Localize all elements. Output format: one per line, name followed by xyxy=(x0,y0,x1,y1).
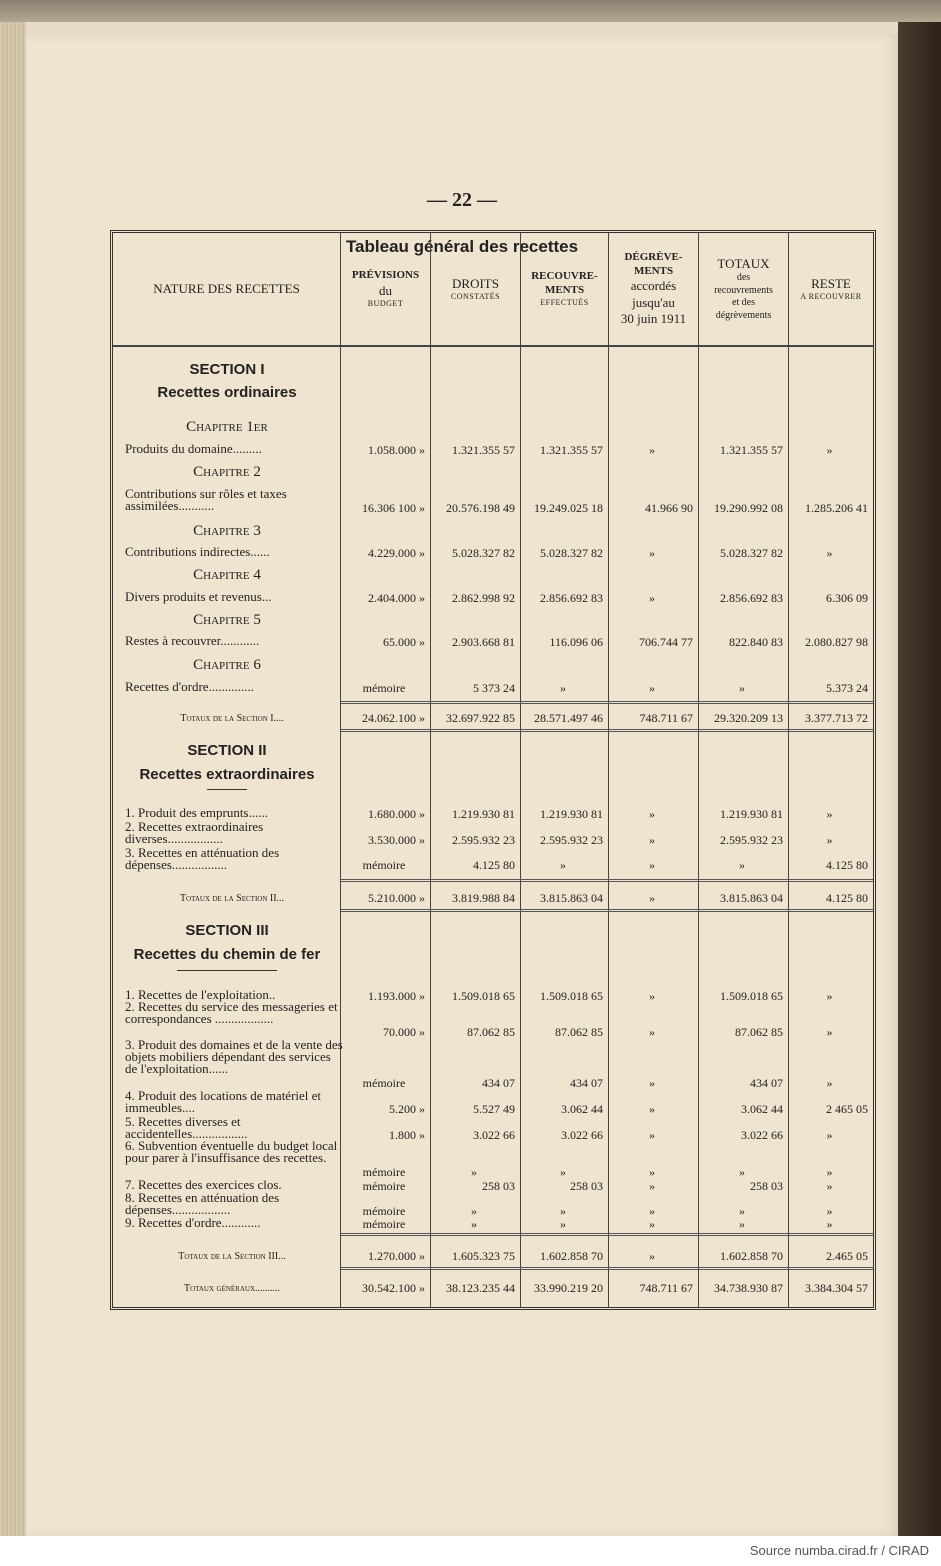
cell-value: 822.840 83 xyxy=(729,635,783,649)
header-text: MENTS xyxy=(633,264,674,277)
row-label: 3. Recettes en atténuation des dépenses................. xyxy=(125,845,280,872)
cell-value: 3.377.713 72 xyxy=(805,711,868,725)
table-title: Tableau général des recettes xyxy=(345,237,579,256)
cell-value: 1.219.930 81 xyxy=(452,807,515,821)
section-title: SECTION III xyxy=(185,922,269,939)
total-rule xyxy=(341,909,873,912)
cell-value: 2.080.827 98 xyxy=(805,635,868,649)
cell-value: 4.125 80 xyxy=(826,858,868,872)
cell-value: 1.602.858 70 xyxy=(540,1249,603,1263)
section-subtitle: Recettes extraordinaires xyxy=(139,766,315,783)
cell-value: mémoire xyxy=(362,1179,406,1193)
cell-value: 16.306 100 » xyxy=(362,501,425,515)
header-text: BUDGET xyxy=(367,299,404,308)
cell-value: 748.711 67 xyxy=(639,1281,693,1295)
header-text: et des xyxy=(731,297,756,309)
cell-value: 4.125 80 xyxy=(473,858,515,872)
header-text: MENTS xyxy=(544,284,585,296)
chapter-heading: Chapitre 4 xyxy=(193,567,261,583)
cell-value: » xyxy=(649,1076,655,1090)
cell-value: 1.800 » xyxy=(389,1128,425,1142)
cell-value: 24.062.100 » xyxy=(362,711,425,725)
cell-value: 34.738.930 87 xyxy=(714,1281,783,1295)
cell-value: 2.465 05 xyxy=(826,1249,868,1263)
header-text: A RECOUVRER xyxy=(800,292,862,302)
chapter-heading: Chapitre 2 xyxy=(193,464,261,480)
cell-value: » xyxy=(560,1204,566,1218)
header-droits xyxy=(431,233,520,345)
header-text: recouvrements xyxy=(714,284,773,296)
cell-value: 87.062 85 xyxy=(735,1025,783,1039)
cell-value: » xyxy=(826,833,833,847)
header-text: RECOUVRE- xyxy=(531,270,598,283)
row-label: 6. Subvention éventuelle du budget local pour parer à l'insuffisance des recettes. xyxy=(125,1138,338,1165)
cell-value: 258 03 xyxy=(482,1179,515,1193)
cell-value: » xyxy=(739,681,745,695)
cell-value: » xyxy=(649,1179,655,1193)
cell-value: 65.000 » xyxy=(383,635,425,649)
header-recouvrements xyxy=(521,233,608,345)
cell-value: 20.576.198 49 xyxy=(446,501,515,515)
total-label: Totaux de la Section III... xyxy=(178,1251,286,1262)
header-text: DÉGRÈVE- xyxy=(624,250,683,263)
page-stack-edge xyxy=(0,22,26,1536)
total-rule xyxy=(341,701,873,704)
cell-value: 2.903.668 81 xyxy=(452,635,515,649)
cell-value: 5.373 24 xyxy=(826,681,868,695)
row-label: Contributions indirectes...... xyxy=(125,544,270,559)
cell-value: 5.527 49 xyxy=(473,1102,515,1116)
cell-value: 4.125 80 xyxy=(826,891,868,905)
cell-value: » xyxy=(739,1165,745,1179)
cell-value: » xyxy=(826,1076,833,1090)
cell-value: » xyxy=(649,591,655,605)
cell-value: 706.744 77 xyxy=(639,635,693,649)
total-rule xyxy=(341,1267,873,1270)
cell-value: » xyxy=(649,1025,655,1039)
header-text: jusqu'au xyxy=(632,294,675,310)
header-text: 30 juin 1911 xyxy=(620,310,687,326)
cell-value: 5.028.327 82 xyxy=(540,546,603,560)
cell-value: 5.028.327 82 xyxy=(452,546,515,560)
cell-value: 33.990.219 20 xyxy=(534,1281,603,1295)
cell-value: 1.509.018 65 xyxy=(540,989,603,1003)
cell-value: mémoire xyxy=(362,681,406,695)
cell-value: 5 373 24 xyxy=(473,681,515,695)
header-text: des xyxy=(736,272,751,284)
cell-value: 3.022 66 xyxy=(741,1128,783,1142)
header-nature xyxy=(113,233,340,345)
col-divider xyxy=(608,233,609,1307)
header-totaux xyxy=(699,233,788,345)
row-label: Restes à recouvrer............ xyxy=(125,633,260,648)
cell-value: » xyxy=(826,1217,833,1231)
row-label: 2. Recettes du service des messageries et correspondances .................. xyxy=(125,999,338,1026)
cell-value: » xyxy=(826,1025,833,1039)
cell-value: 258 03 xyxy=(570,1179,603,1193)
cell-value: » xyxy=(826,443,833,457)
cell-value: 1.321.355 57 xyxy=(540,443,603,457)
cell-value: mémoire xyxy=(362,858,406,872)
row-label: 2. Recettes extraordinaires diverses................. xyxy=(125,819,264,846)
section-title: SECTION I xyxy=(189,361,265,378)
header-text: DROITS xyxy=(452,275,499,291)
cell-value: mémoire xyxy=(362,1204,406,1218)
header-text: RESTE xyxy=(811,275,851,291)
section-subtitle: Recettes ordinaires xyxy=(157,384,297,401)
book-cover-edge xyxy=(898,22,941,1536)
cell-value: » xyxy=(649,807,655,821)
row-label: 3. Produit des domaines et de la vente des objets mobiliers dépendant des services de l'exploitation...... xyxy=(125,1037,343,1076)
cell-value: » xyxy=(649,1102,655,1116)
cell-value: 19.290.992 08 xyxy=(714,501,783,515)
cell-value: 19.249.025 18 xyxy=(534,501,603,515)
cell-value: 2.595.932 23 xyxy=(540,833,603,847)
cell-value: 1.321.355 57 xyxy=(452,443,515,457)
row-label: 9. Recettes d'ordre............ xyxy=(125,1215,261,1230)
cell-value: 38.123.235 44 xyxy=(446,1281,515,1295)
col-divider xyxy=(430,233,431,1307)
cell-value: 1.285.206 41 xyxy=(805,501,868,515)
cell-value: 87.062 85 xyxy=(467,1025,515,1039)
cell-value: 2.404.000 » xyxy=(368,591,425,605)
cell-value: » xyxy=(826,1128,833,1142)
cell-value: 3.530.000 » xyxy=(368,833,425,847)
cell-value: 434 07 xyxy=(570,1076,603,1090)
cell-value: » xyxy=(739,858,745,872)
header-text: CONSTATÉS xyxy=(450,292,501,302)
header-text: PRÉVISIONS xyxy=(351,269,420,281)
cell-value: » xyxy=(649,546,655,560)
total-rule xyxy=(341,1233,873,1236)
cell-value: » xyxy=(739,1217,745,1231)
cell-value: » xyxy=(560,1165,566,1179)
chapter-heading: Chapitre 3 xyxy=(193,523,261,539)
cell-value: » xyxy=(560,681,566,695)
col-divider xyxy=(698,233,699,1307)
cell-value: » xyxy=(471,1217,477,1231)
cell-value: 258 03 xyxy=(750,1179,783,1193)
cell-value: 5.210.000 » xyxy=(368,891,425,905)
header-text: dégrèvements xyxy=(715,309,772,321)
page-number: — 22 — xyxy=(427,189,497,211)
cell-value: mémoire xyxy=(362,1217,406,1231)
cell-value: » xyxy=(826,1204,833,1218)
cell-value: 1.321.355 57 xyxy=(720,443,783,457)
cell-value: 2 465 05 xyxy=(826,1102,868,1116)
cell-value: 41.966 90 xyxy=(645,501,693,515)
cell-value: » xyxy=(649,681,655,695)
cell-value: 70.000 » xyxy=(383,1025,425,1039)
cell-value: 6.306 09 xyxy=(826,591,868,605)
cell-value: 32.697.922 85 xyxy=(446,711,515,725)
cell-value: » xyxy=(649,989,655,1003)
header-text: TOTAUX xyxy=(717,255,770,271)
section-subtitle: Recettes du chemin de fer xyxy=(133,946,321,963)
cell-value: 1.219.930 81 xyxy=(540,807,603,821)
cell-value: » xyxy=(471,1204,477,1218)
recettes-table xyxy=(110,230,876,1310)
row-label: 7. Recettes des exercices clos. xyxy=(125,1177,282,1192)
cell-value: » xyxy=(649,833,655,847)
cell-value: 1.602.858 70 xyxy=(720,1249,783,1263)
cell-value: 2.862.998 92 xyxy=(452,591,515,605)
cell-value: 3.819.988 84 xyxy=(452,891,515,905)
cell-value: » xyxy=(649,1217,655,1231)
row-label: Divers produits et revenus... xyxy=(125,589,272,604)
cell-value: » xyxy=(826,1165,833,1179)
header-text: du xyxy=(379,282,392,298)
chapter-heading: Chapitre 6 xyxy=(193,657,261,673)
header-text: accordés xyxy=(630,278,677,294)
cell-value: 30.542.100 » xyxy=(362,1281,425,1295)
cell-value: 29.320.209 13 xyxy=(714,711,783,725)
row-label: 1. Recettes de l'exploitation.. xyxy=(125,987,276,1002)
rule xyxy=(207,789,247,790)
cell-value: 5.028.327 82 xyxy=(720,546,783,560)
total-rule xyxy=(341,879,873,882)
header-nature-text: NATURE DES RECETTES xyxy=(153,280,300,296)
cell-value: » xyxy=(649,858,655,872)
cell-value: 2.595.932 23 xyxy=(452,833,515,847)
header-text: EFFECTUÉS xyxy=(540,297,589,307)
cell-value: 3.022 66 xyxy=(561,1128,603,1142)
cell-value: 2.856.692 83 xyxy=(720,591,783,605)
cell-value: » xyxy=(826,807,833,821)
cell-value: 116.096 06 xyxy=(549,635,603,649)
cell-value: 2.595.932 23 xyxy=(720,833,783,847)
total-label: Totaux de la Section II... xyxy=(179,893,285,904)
cell-value: 3.815.863 04 xyxy=(720,891,783,905)
cell-value: 1.270.000 » xyxy=(368,1249,425,1263)
total-rule xyxy=(341,729,873,732)
cell-value: » xyxy=(649,1128,655,1142)
cell-value: 748.711 67 xyxy=(639,711,693,725)
cell-value: 5.200 » xyxy=(389,1102,425,1116)
header-divider xyxy=(113,345,873,347)
book-top-edge xyxy=(0,0,941,22)
header-degrevements xyxy=(609,233,698,345)
cell-value: 3.062 44 xyxy=(741,1102,783,1116)
cell-value: » xyxy=(471,1165,477,1179)
cell-value: 3.062 44 xyxy=(561,1102,603,1116)
col-divider xyxy=(788,233,789,1307)
cell-value: » xyxy=(649,1249,655,1263)
rule xyxy=(177,970,277,971)
cell-value: 1.605.323 75 xyxy=(452,1249,515,1263)
cell-value: 3.022 66 xyxy=(473,1128,515,1142)
grand-total-label: Totaux généraux.......... xyxy=(183,1283,281,1294)
cell-value: » xyxy=(649,1204,655,1218)
col-divider xyxy=(520,233,521,1307)
cell-value: » xyxy=(826,1179,833,1193)
row-label: Contributions sur rôles et taxes assimilées........... xyxy=(125,486,287,513)
header-previsions xyxy=(341,233,430,345)
cell-value: 1.058.000 » xyxy=(368,443,425,457)
cell-value: 1.680.000 » xyxy=(368,807,425,821)
total-label: Totaux de la Section I.... xyxy=(180,713,284,724)
chapter-heading: Chapitre 1er xyxy=(186,419,268,435)
cell-value: 1.193.000 » xyxy=(368,989,425,1003)
cell-value: » xyxy=(649,443,655,457)
cell-value: 434 07 xyxy=(482,1076,515,1090)
cell-value: 4.229.000 » xyxy=(368,546,425,560)
cell-value: » xyxy=(826,546,833,560)
cell-value: 1.509.018 65 xyxy=(452,989,515,1003)
cell-value: 3.384.304 57 xyxy=(805,1281,868,1295)
row-label: Produits du domaine......... xyxy=(125,441,262,456)
cell-value: » xyxy=(826,989,833,1003)
row-label: 4. Produit des locations de matériel et immeubles.... xyxy=(125,1088,322,1115)
cell-value: 28.571.497 46 xyxy=(534,711,603,725)
cell-value: » xyxy=(649,891,655,905)
row-label: 8. Recettes en atténuation des dépenses.................. xyxy=(125,1190,280,1217)
cell-value: 3.815.863 04 xyxy=(540,891,603,905)
cell-value: » xyxy=(560,858,566,872)
cell-value: 1.219.930 81 xyxy=(720,807,783,821)
section-title: SECTION II xyxy=(187,742,267,759)
cell-value: » xyxy=(739,1204,745,1218)
row-label: 1. Produit des emprunts...... xyxy=(125,805,268,820)
cell-value: 2.856.692 83 xyxy=(540,591,603,605)
cell-value: 434 07 xyxy=(750,1076,783,1090)
row-label: Recettes d'ordre.............. xyxy=(125,679,255,694)
cell-value: 1.509.018 65 xyxy=(720,989,783,1003)
header-reste xyxy=(789,233,873,345)
row-label: 5. Recettes diverses et accidentelles................. xyxy=(125,1114,248,1141)
source-caption: Source numba.cirad.fr / CIRAD xyxy=(749,1543,929,1558)
chapter-heading: Chapitre 5 xyxy=(193,612,261,628)
cell-value: » xyxy=(649,1165,655,1179)
cell-value: 87.062 85 xyxy=(555,1025,603,1039)
cell-value: » xyxy=(560,1217,566,1231)
cell-value: mémoire xyxy=(362,1165,406,1179)
cell-value: mémoire xyxy=(362,1076,406,1090)
